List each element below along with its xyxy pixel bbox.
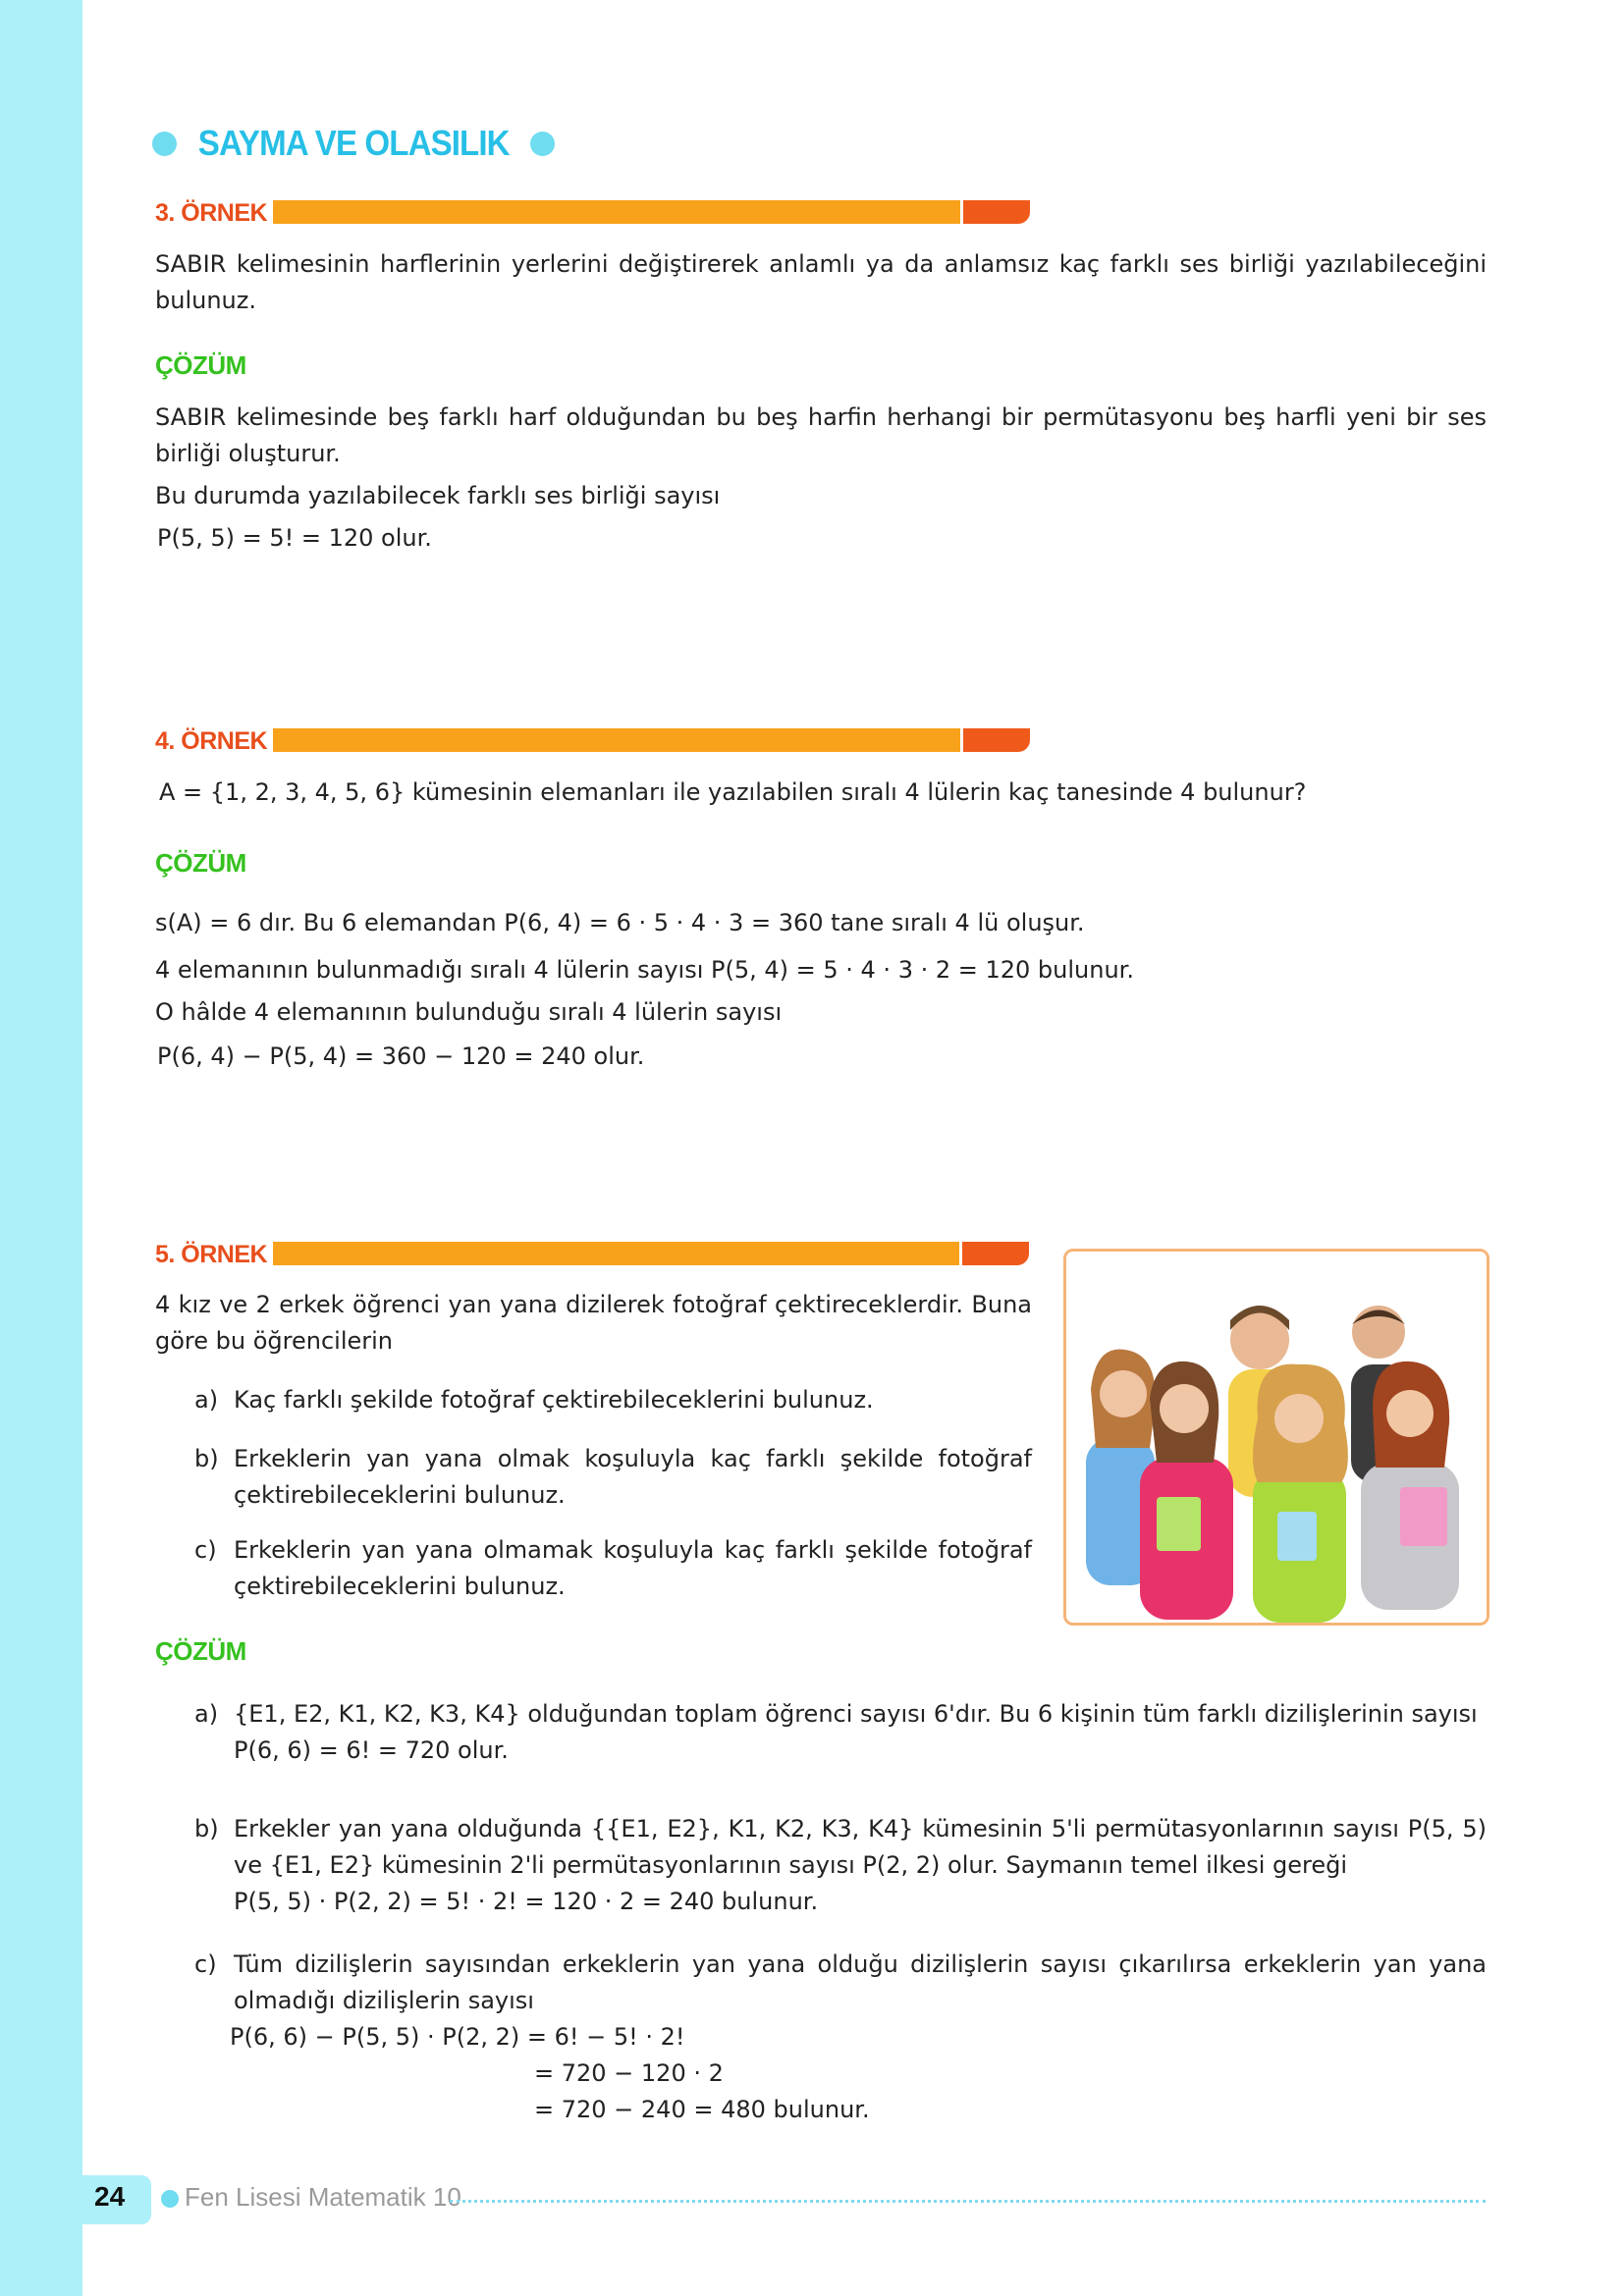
part-letter: a): [194, 1386, 219, 1414]
example-4-solution-line-2: 4 elemanının bulunmadığı sıralı 4 lülerin sayısı P(5, 4) = 5 · 4 · 3 · 2 = 120 bulunur.: [155, 956, 1134, 984]
example-5-part-a: [194, 1382, 1032, 1418]
example-5-solution-label: ÇÖZÜM: [155, 1636, 246, 1666]
example-5-solution-b: [194, 1811, 1487, 1920]
example-5-header: [155, 1238, 1029, 1267]
solution-letter: b): [194, 1815, 219, 1842]
part-text: Kaç farklı şekilde fotoğraf çektirebileceklerini bulunuz.: [234, 1386, 874, 1414]
title-dot-left-icon: [152, 132, 177, 156]
example-4-solution-line-1: s(A) = 6 dır. Bu 6 elemandan P(6, 4) = 6 · 5 · 4 · 3 = 360 tane sıralı 4 lü oluşur.: [155, 909, 1085, 936]
solution-c-line-2: P(6, 6) − P(5, 5) · P(2, 2) = 6! − 5! · 2!: [230, 2023, 685, 2051]
page-number: 24: [94, 2181, 126, 2212]
example-3-header: [155, 196, 1030, 226]
solution-letter: c): [194, 1950, 217, 1978]
section-title: [152, 121, 555, 166]
solution-b-line-2: P(5, 5) · P(2, 2) = 5! · 2! = 120 · 2 = 240 bulunur.: [234, 1888, 819, 1915]
example-4-question: A = {1, 2, 3, 4, 5, 6} kümesinin elemanları ile yazılabilen sıralı 4 lülerin kaç tanesinde 4 bulunur?: [159, 778, 1307, 806]
solution-b-line-1: Erkekler yan yana olduğunda {{E1, E2}, K1, K2, K3, K4} kümesinin 5'li permütasyonlarının sayısı P(5, 5) ve {E1, E2} kümesinin 2'li permütasyonlarının sayısı P(2, 2) olur. Saymanın temel ilkesi gereği: [234, 1815, 1487, 1879]
students-illustration: [1066, 1252, 1487, 1623]
example-5-part-b: [194, 1441, 1032, 1514]
example-4-bar: [273, 728, 1030, 752]
solution-letter: a): [194, 1700, 219, 1728]
students-photo: [1063, 1249, 1489, 1626]
example-5-label: 5. ÖRNEK: [155, 1241, 268, 1268]
example-4-solution-line-3: O hâlde 4 elemanının bulunduğu sıralı 4 lülerin sayısı: [155, 998, 783, 1026]
example-5-solution-c: [194, 1947, 1487, 2128]
footer-dot-icon: [161, 2190, 179, 2208]
part-text: Erkeklerin yan yana olmamak koşuluyla kaç farklı şekilde fotoğraf çektirebileceklerini bulunuz.: [234, 1536, 1032, 1600]
footer-dotted-line: [450, 2200, 1486, 2203]
example-3-question: SABIR kelimesinin harflerinin yerlerini değiştirerek anlamlı ya da anlamsız kaç farklı ses birliği yazılabileceğini bulunuz.: [155, 250, 1487, 314]
solution-a-line-2: P(6, 6) = 6! = 720 olur.: [234, 1736, 509, 1764]
example-3-bar: [273, 200, 1030, 224]
solution-c-line-1: Tüm dizilişlerin sayısından erkeklerin yan yana olduğu dizilişlerin sayısı çıkarılırsa erkeklerin yan yana olmadığı dizilişlerin sayısı: [234, 1950, 1487, 2014]
example-4-label: 4. ÖRNEK: [155, 727, 268, 755]
example-3-solution-line-3: P(5, 5) = 5! = 120 olur.: [157, 524, 432, 552]
solution-c-line-4: = 720 − 240 = 480 bulunur.: [534, 2096, 870, 2123]
example-3-solution-line-2: Bu durumda yazılabilecek farklı ses birliği sayısı: [155, 482, 721, 509]
example-5-bar: [273, 1242, 1029, 1265]
part-letter: c): [194, 1536, 217, 1564]
section-title-text: SAYMA VE OLASILIK: [197, 123, 510, 163]
book-title: Fen Lisesi Matematik 10: [185, 2182, 461, 2212]
side-strip: [0, 0, 82, 2296]
example-5-part-c: [194, 1532, 1032, 1605]
example-3-label: 3. ÖRNEK: [155, 199, 268, 227]
solution-a-line-1: {E1, E2, K1, K2, K3, K4} olduğundan toplam öğrenci sayısı 6'dır. Bu 6 kişinin tüm farklı dizilişlerinin sayısı: [234, 1700, 1478, 1728]
part-text: Erkeklerin yan yana olmak koşuluyla kaç farklı şekilde fotoğraf çektirebileceklerini bulunuz.: [234, 1445, 1032, 1509]
title-dot-right-icon: [530, 132, 555, 156]
example-4-header: [155, 724, 1030, 754]
example-4-solution-line-4: P(6, 4) − P(5, 4) = 360 − 120 = 240 olur.: [157, 1042, 645, 1070]
solution-c-line-3: = 720 − 120 · 2: [534, 2059, 724, 2087]
example-3-solution-line-1: SABIR kelimesinde beş farklı harf olduğundan bu beş harfin herhangi bir permütasyonu beş harfli yeni bir ses birliği oluşturur.: [155, 403, 1487, 467]
example-4-solution-label: ÇÖZÜM: [155, 848, 246, 878]
example-5-question: 4 kız ve 2 erkek öğrenci yan yana dizilerek fotoğraf çektireceklerdir. Buna göre bu öğrencilerin: [155, 1291, 1032, 1355]
example-3-solution-label: ÇÖZÜM: [155, 350, 246, 380]
part-letter: b): [194, 1445, 219, 1472]
example-5-solution-a: [194, 1696, 1487, 1769]
